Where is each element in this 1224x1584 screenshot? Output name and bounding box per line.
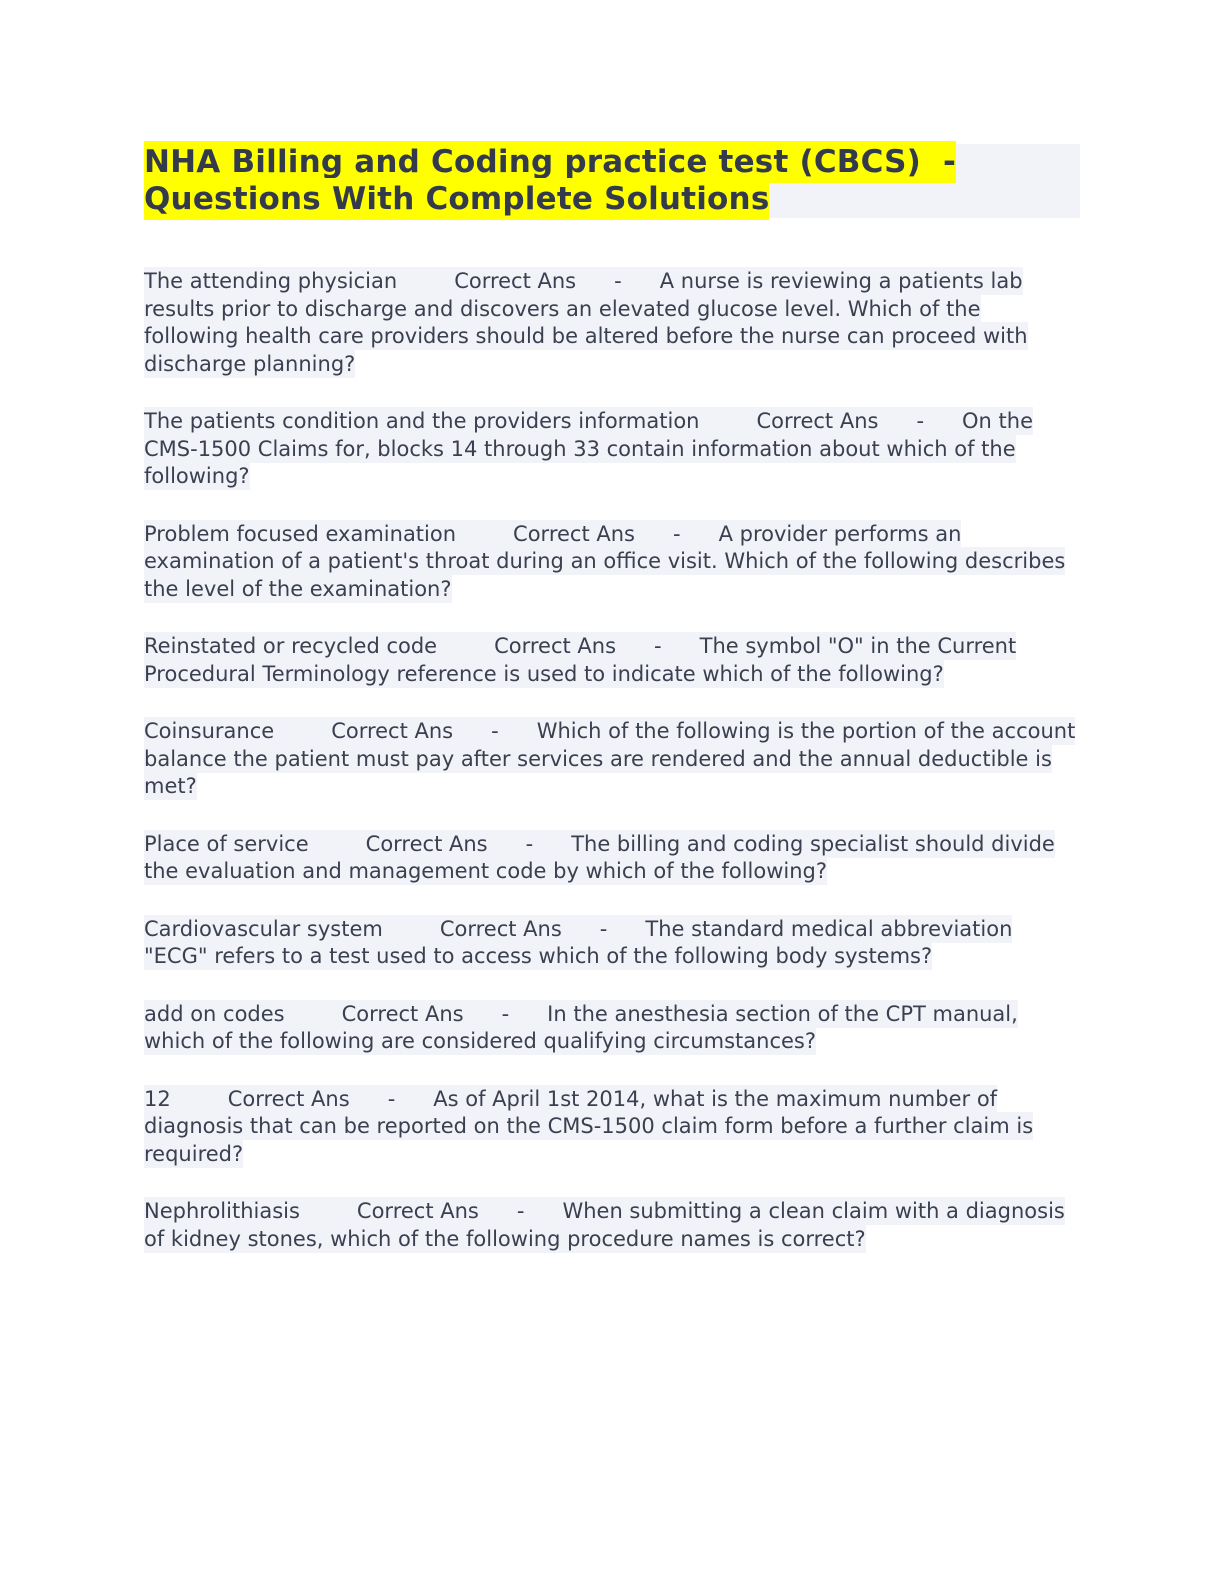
qa-question: When submitting a clean claim with a diagnosis of kidney stones, which of the following procedure names is correct? — [144, 1199, 1065, 1251]
qa-question: As of April 1st 2014, what is the maximum number of diagnosis that can be reported on the CMS-1500 claim form before a further claim is required? — [144, 1086, 1034, 1166]
qa-answer: Reinstated or recycled code — [144, 634, 438, 658]
qa-item-text — [144, 915, 1012, 971]
qa-item-text — [144, 520, 1065, 603]
qa-dash: - — [654, 634, 662, 658]
qa-answer: Cardiovascular system — [144, 916, 383, 941]
qa-item — [144, 916, 1080, 971]
qa-item — [144, 1198, 1080, 1253]
document-title — [144, 144, 1080, 218]
qa-item-text — [144, 1000, 1018, 1056]
qa-question: In the anesthesia section of the CPT manual, which of the following are considered qualifying circumstances? — [144, 1001, 1018, 1053]
qa-question: The billing and coding specialist should divide the evaluation and management code by which of the following? — [144, 831, 1055, 883]
qa-correct-ans-label: Correct Ans — [454, 269, 577, 293]
qa-correct-ans-label: Correct Ans — [341, 1001, 464, 1026]
qa-dash: - — [387, 1086, 396, 1111]
qa-answer: add on codes — [144, 1001, 285, 1026]
qa-answer: The patients condition and the providers information — [144, 409, 700, 433]
qa-item-text — [144, 632, 1016, 688]
qa-answer: Nephrolithiasis — [144, 1199, 300, 1223]
qa-question: The symbol "O" in the Current Procedural Terminology reference is used to indicate which of the following? — [144, 634, 1017, 686]
qa-item — [144, 633, 1080, 688]
qa-item-text — [144, 830, 1055, 886]
qa-item-text — [144, 1085, 1033, 1168]
qa-item-text — [144, 717, 1075, 800]
qa-dash: - — [916, 409, 925, 433]
qa-item — [144, 718, 1080, 801]
qa-question: Which of the following is the portion of the account balance the patient must pay after services are rendered and the annual deductible is met? — [144, 719, 1076, 798]
qa-correct-ans-label: Correct Ans — [356, 1199, 479, 1223]
qa-correct-ans-label: Correct Ans — [227, 1086, 350, 1111]
qa-dash: - — [501, 1001, 510, 1026]
qa-question: On the CMS-1500 Claims for, blocks 14 through 33 contain information about which of the following? — [144, 409, 1034, 488]
qa-item-text — [144, 1197, 1065, 1253]
qa-answer: Place of service — [144, 831, 309, 856]
qa-correct-ans-label: Correct Ans — [513, 521, 635, 546]
qa-question: The standard medical abbreviation "ECG" refers to a test used to access which of the following body systems? — [144, 916, 1013, 968]
qa-list — [144, 268, 1080, 1253]
qa-dash: - — [614, 269, 622, 293]
qa-answer: Problem focused examination — [144, 521, 457, 546]
qa-item — [144, 521, 1080, 604]
qa-dash: - — [599, 916, 608, 941]
document-title-text: NHA Billing and Coding practice test (CBCS) - Questions With Complete Solutions — [144, 141, 956, 220]
qa-item — [144, 408, 1080, 491]
qa-answer: The attending physician — [144, 269, 398, 293]
qa-correct-ans-label: Correct Ans — [439, 916, 562, 941]
qa-item — [144, 1086, 1080, 1169]
qa-correct-ans-label: Correct Ans — [365, 831, 488, 856]
qa-answer: Coinsurance — [144, 719, 275, 743]
qa-item — [144, 831, 1080, 886]
qa-question: A nurse is reviewing a patients lab results prior to discharge and discovers an elevated glucose level. Which of the following health care providers should be altered before the nurse can proceed with discharge planning? — [144, 269, 1028, 376]
qa-dash: - — [516, 1199, 525, 1223]
qa-item — [144, 1001, 1080, 1056]
qa-dash: - — [673, 521, 681, 546]
qa-item-text — [144, 267, 1028, 378]
qa-item — [144, 268, 1080, 378]
qa-correct-ans-label: Correct Ans — [756, 409, 879, 433]
qa-answer: 12 — [144, 1086, 171, 1111]
qa-item-text — [144, 407, 1033, 490]
qa-correct-ans-label: Correct Ans — [331, 719, 454, 743]
qa-correct-ans-label: Correct Ans — [494, 634, 617, 658]
qa-dash: - — [491, 719, 499, 743]
qa-dash: - — [525, 831, 534, 856]
qa-question: A provider performs an examination of a patient's throat during an office visit. Which of the following describes the level of the examination? — [144, 521, 1066, 601]
